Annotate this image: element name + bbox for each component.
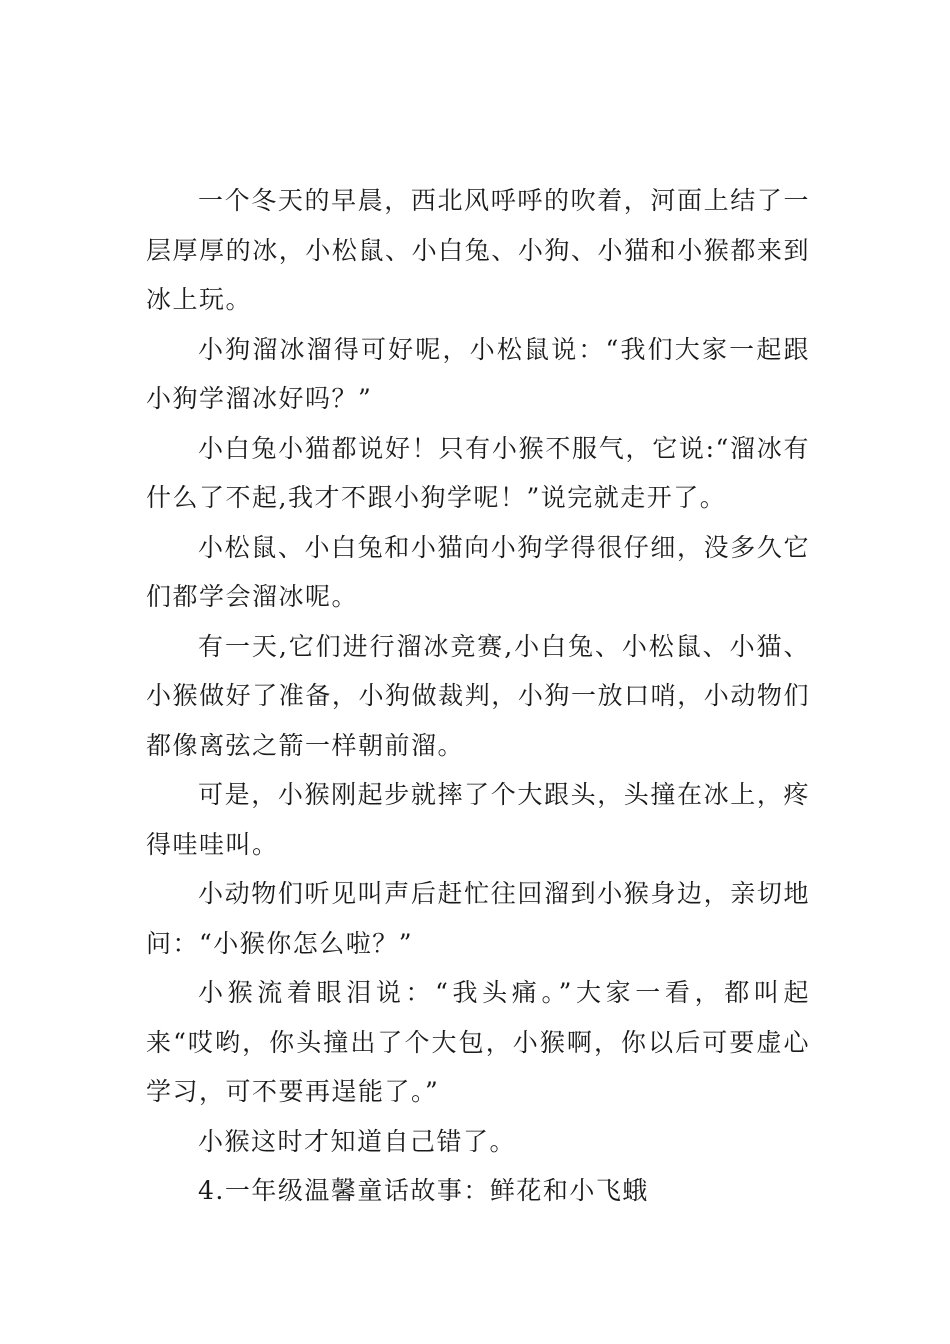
paragraph-7: 小动物们听见叫声后赶忙往回溜到小猴身边，亲切地问：“小猴你怎么啦？” (146, 879, 810, 958)
paragraph-1: 一个冬天的早晨，西北风呼呼的吹着，河面上结了一层厚厚的冰，小松鼠、小白兔、小狗、小猫和小猴都来到冰上玩。 (146, 186, 810, 314)
document-body (146, 176, 810, 1216)
paragraph-9: 小猴这时才知道自己错了。 (198, 1126, 517, 1156)
paragraph-3: 小白兔小猫都说好！只有小猴不服气，它说:“溜冰有什么了不起,我才不跟小狗学呢！”说完就走开了。 (146, 433, 810, 512)
paragraph-2: 小狗溜冰溜得可好呢，小松鼠说：“我们大家一起跟小狗学溜冰好吗？” (146, 334, 810, 413)
paragraph-4: 小松鼠、小白兔和小猫向小狗学得很仔细，没多久它们都学会溜冰呢。 (146, 532, 810, 611)
paragraph-6: 可是，小猴刚起步就摔了个大跟头，头撞在冰上，疼得哇哇叫。 (146, 780, 810, 859)
paragraph-8: 小猴流着眼泪说：“我头痛。”大家一看，都叫起来“哎哟，你头撞出了个大包，小猴啊，你以后可要虚心学习，可不要再逞能了。” (146, 978, 810, 1106)
paragraph-5: 有一天,它们进行溜冰竞赛,小白兔、小松鼠、小猫、小猴做好了准备，小狗做裁判，小狗一放口哨，小动物们都像离弦之箭一样朝前溜。 (146, 631, 810, 760)
section-heading: 4.一年级温馨童话故事：鲜花和小飞蛾 (198, 1176, 649, 1205)
